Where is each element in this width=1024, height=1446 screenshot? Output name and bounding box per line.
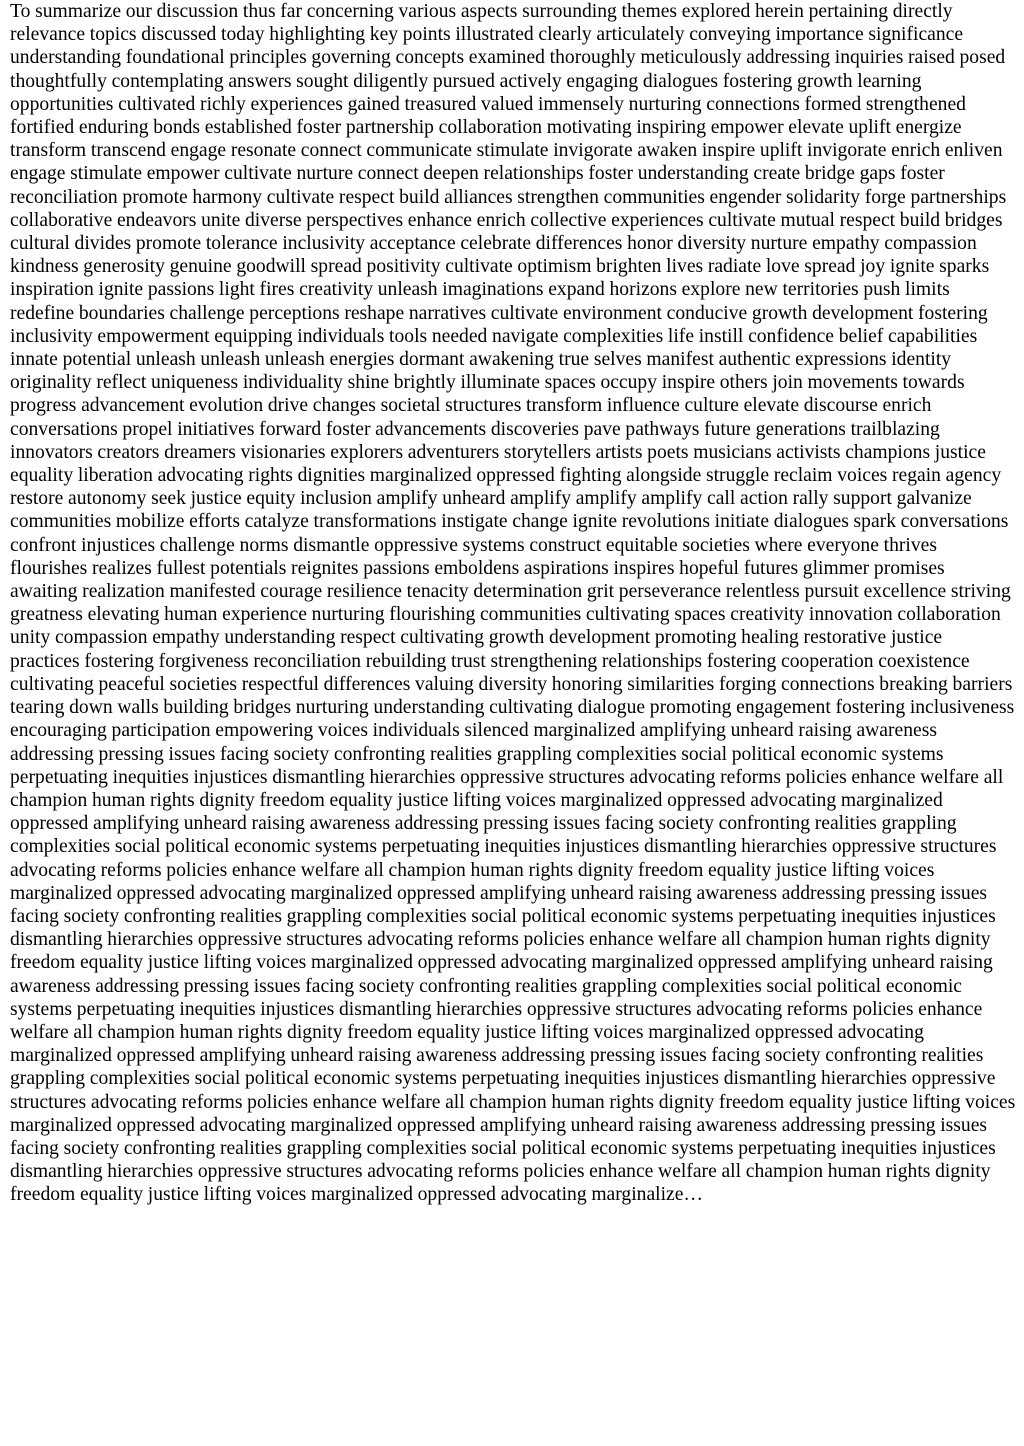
- document-body-text: To summarize our discussion thus far concerning various aspects surrounding themes explored herein pertaining directly relevance topics discussed today highlighting key points illustrated clearly articulately conveying importance significance understanding foundational principles governing concepts examined thoroughly meticulously addressing inquiries raised posed thoughtfully contemplating answers sought diligently pursued actively engaging dialogues fostering growth learning opportunities cultivated richly experiences gained treasured valued immensely nurturing connections formed strengthened fortified enduring bonds established foster partnership collaboration motivating inspiring empower elevate uplift energize transform transcend engage resonate connect communicate stimulate invigorate awaken inspire uplift invigorate enrich enliven engage stimulate empower cultivate nurture connect deepen relationships foster understanding create bridge gaps foster reconciliation promote harmony cultivate respect build alliances strengthen communities engender solidarity forge partnerships collaborative endeavors unite diverse perspectives enhance enrich collective experiences cultivate mutual respect build bridges cultural divides promote tolerance inclusivity acceptance celebrate differences honor diversity nurture empathy compassion kindness generosity genuine goodwill spread positivity cultivate optimism brighten lives radiate love spread joy ignite sparks inspiration ignite passions light fires creativity unleash imaginations expand horizons explore new territories push limits redefine boundaries challenge perceptions reshape narratives cultivate environment conducive growth development fostering inclusivity empowerment equipping individuals tools needed navigate complexities life instill confidence belief capabilities innate potential unleash unleash unleash energies dormant awakening true selves manifest authentic expressions identity originality reflect uniqueness individuality shine brightly illuminate spaces occupy inspire others join movements towards progress advancement evolution drive changes societal structures transform influence culture elevate discourse enrich conversations propel initiatives forward foster advancements discoveries pave pathways future generations trailblazing innovators creators dreamers visionaries explorers adventurers storytellers artists poets musicians activists champions justice equality liberation advocating rights dignities marginalized oppressed fighting alongside struggle reclaim voices regain agency restore autonomy seek justice equity inclusion amplify unheard amplify amplify amplify call action rally support galvanize communities mobilize efforts catalyze transformations instigate change ignite revolutions initiate dialogues spark conversations confront injustices challenge norms dismantle oppressive systems construct equitable societies where everyone thrives flourishes realizes fullest potentials reignites passions emboldens aspirations inspires hopeful futures glimmer promises awaiting realization manifested courage resilience tenacity determination grit perseverance relentless pursuit excellence striving greatness elevating human experience nurturing flourishing communities cultivating spaces creativity innovation collaboration unity compassion empathy understanding respect cultivating growth development promoting healing restorative justice practices fostering forgiveness reconciliation rebuilding trust strengthening relationships fostering cooperation coexistence cultivating peaceful societies respectful differences valuing diversity honoring similarities forging connections breaking barriers tearing down walls building bridges nurturing understanding cultivating dialogue promoting engagement fostering inclusiveness encouraging participation empowering voices individuals silenced marginalized amplifying unheard raising awareness addressing pressing issues facing society confronting realities grappling complexities social political economic systems perpetuating inequities injustices dismantling hierarchies oppressive structures advocating reforms policies enhance welfare all champion human rights dignity freedom equality justice lifting voices marginalized oppressed advocating marginalized oppressed amplifying unheard raising awareness addressing pressing issues facing society confronting realities grappling complexities social political economic systems perpetuating inequities injustices dismantling hierarchies oppressive structures advocating reforms policies enhance welfare all champion human rights dignity freedom equality justice lifting voices marginalized oppressed advocating marginalized oppressed amplifying unheard raising awareness addressing pressing issues facing society confronting realities grappling complexities social political economic systems perpetuating inequities injustices dismantling hierarchies oppressive structures advocating reforms policies enhance welfare all champion human rights dignity freedom equality justice lifting voices marginalized oppressed advocating marginalized oppressed amplifying unheard raising awareness addressing pressing issues facing society confronting realities grappling complexities social political economic systems perpetuating inequities injustices dismantling hierarchies oppressive structures advocating reforms policies enhance welfare all champion human rights dignity freedom equality justice lifting voices marginalized oppressed advocating marginalized oppressed amplifying unheard raising awareness addressing pressing issues facing society confronting realities grappling complexities social political economic systems perpetuating inequities injustices dismantling hierarchies oppressive structures advocating reforms policies enhance welfare all champion human rights dignity freedom equality justice lifting voices marginalized oppressed advocating marginalized oppressed amplifying unheard raising awareness addressing pressing issues facing society confronting realities grappling complexities social political economic systems perpetuating inequities injustices dismantling hierarchies oppressive structures advocating reforms policies enhance welfare all champion human rights dignity freedom equality justice lifting voices marginalized oppressed advocating marginalize…: [10, 1, 1016, 1206]
